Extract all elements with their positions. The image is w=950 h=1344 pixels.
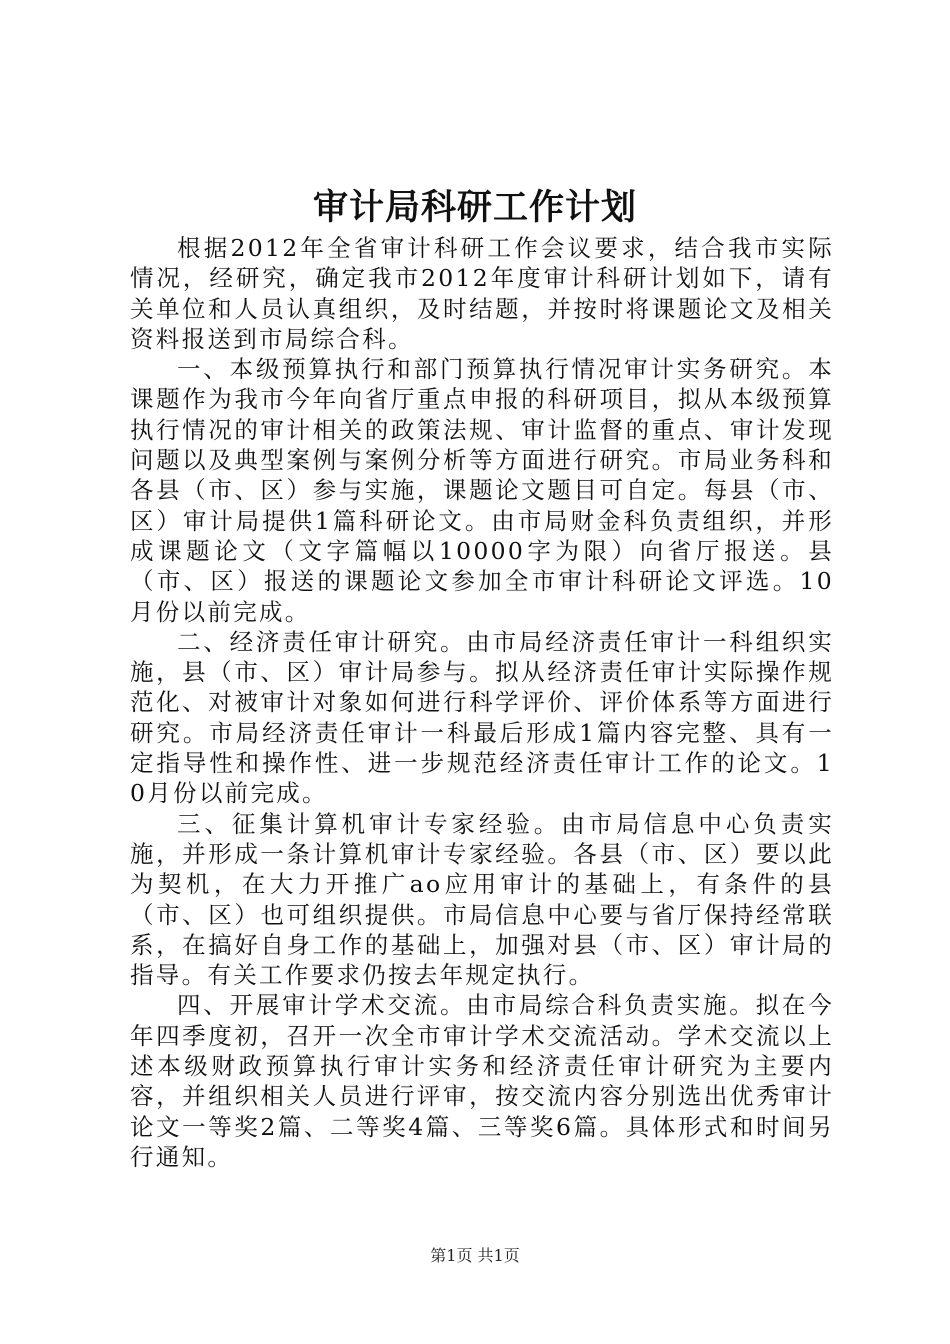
paragraph-section-2: 二、经济责任审计研究。由市局经济责任审计一科组织实施，县（市、区）审计局参与。拟从经济责任审计实际操作规范化、对被审计对象如何进行科学评价、评价体系等方面进行研究。市局经济责任审计一科最后形成1篇内容完整、具有一定指导性和操作性、进一步规范经济责任审计工作的论文。10月份以前完成。 — [130, 627, 834, 808]
document-title: 审计局科研工作计划 — [312, 187, 637, 228]
paragraph-section-1: 一、本级预算执行和部门预算执行情况审计实务研究。本课题作为我市今年向省厅重点申报的科研项目，拟从本级预算执行情况的审计相关的政策法规、审计监督的重点、审计发现问题以及典型案例与案例分析等方面进行研究。市局业务科和各县（市、区）参与实施，课题论文题目可自定。每县（市、区）审计局提供1篇科研论文。由市局财金科负责组织，并形成课题论文（文字篇幅以10000字为限）向省厅报送。县（市、区）报送的课题论文参加全市审计科研论文评选。10月份以前完成。 — [130, 355, 834, 626]
paragraph-intro: 根据2012年全省审计科研工作会议要求，结合我市实际情况，经研究，确定我市2012年度审计科研计划如下，请有关单位和人员认真组织，及时结题，并按时将课题论文及相关资料报送到市局综合科。 — [130, 234, 834, 353]
document-body — [130, 233, 834, 1172]
paragraph-section-4: 四、开展审计学术交流。由市局综合科负责实施。拟在今年四季度初，召开一次全市审计学术交流活动。学术交流以上述本级财政预算执行审计实务和经济责任审计研究为主要内容，并组织相关人员进行评审，按交流内容分别选出优秀审计论文一等奖2篇、二等奖4篇、三等奖6篇。具体形式和时间另行通知。 — [130, 991, 834, 1171]
paragraph-section-3: 三、征集计算机审计专家经验。由市局信息中心负责实施，并形成一条计算机审计专家经验。各县（市、区）要以此为契机，在大力开推广ao应用审计的基础上，有条件的县（市、区）也可组织提供。市局信息中心要与省厅保持经常联系，在搞好自身工作的基础上，加强对县（市、区）审计局的指导。有关工作要求仍按去年规定执行。 — [130, 809, 834, 990]
page-number-footer: 第1页 共1页 — [430, 1246, 520, 1265]
